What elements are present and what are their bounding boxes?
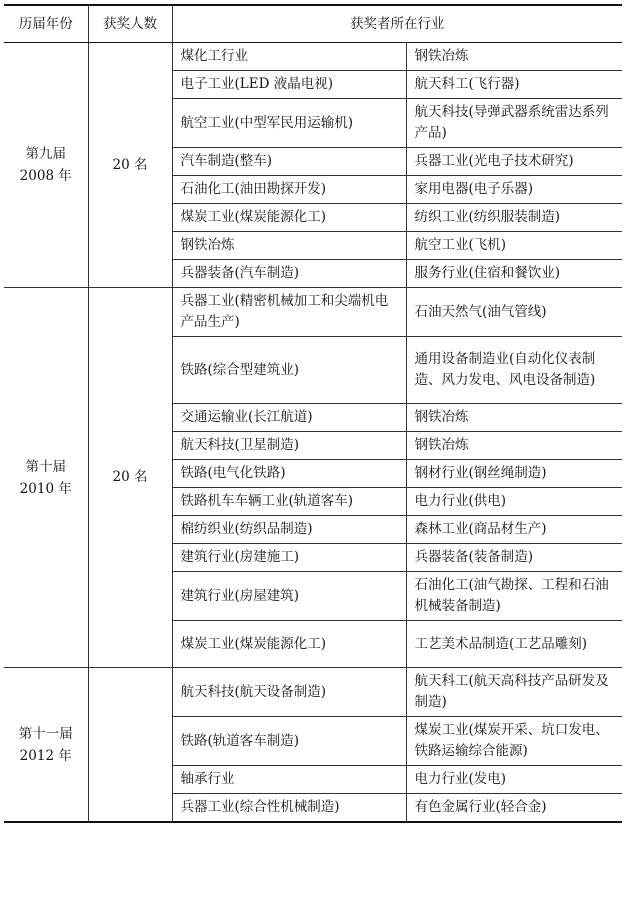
table-body [4, 43, 622, 823]
industry-cell-left: 铁路机车车辆工业(轨道客车) [172, 488, 406, 516]
table-row [4, 668, 622, 717]
industry-cell-right: 森林工业(商品材生产) [406, 516, 622, 544]
industry-cell-left: 轴承行业 [172, 766, 406, 794]
industry-cell-left: 煤炭工业(煤炭能源化工) [172, 204, 406, 232]
session-name: 第九届 [25, 146, 66, 162]
industry-cell-right: 通用设备制造业(自动化仪表制造、风力发电、风电设备制造) [406, 337, 622, 404]
industry-cell-right: 石油化工(油气勘探、工程和石油机械装备制造) [406, 572, 622, 621]
industry-cell-right: 航天科工(航天高科技产品研发及制造) [406, 668, 622, 717]
industry-cell-left: 铁路(轨道客车制造) [172, 717, 406, 766]
industry-cell-right: 兵器装备(装备制造) [406, 544, 622, 572]
industry-cell-right: 航天科工(飞行器) [406, 71, 622, 99]
industry-cell-right: 钢材行业(钢丝绳制造) [406, 460, 622, 488]
industry-cell-left: 航天科技(卫星制造) [172, 432, 406, 460]
industry-cell-left: 铁路(电气化铁路) [172, 460, 406, 488]
industry-cell-right: 电力行业(供电) [406, 488, 622, 516]
header-year: 历届年份 [4, 5, 88, 43]
header-row [4, 5, 622, 43]
industry-cell-left: 航空工业(中型军民用运输机) [172, 99, 406, 148]
industry-cell-right: 航空工业(飞机) [406, 232, 622, 260]
header-count: 获奖人数 [88, 5, 172, 43]
industry-cell-left: 铁路(综合型建筑业) [172, 337, 406, 404]
industry-cell-right: 工艺美术品制造(工艺品雕刻) [406, 621, 622, 668]
session-year: 2012 年 [19, 747, 72, 764]
industry-cell-left: 棉纺织业(纺织品制造) [172, 516, 406, 544]
table-row [4, 43, 622, 71]
industry-cell-left: 兵器工业(综合性机械制造) [172, 794, 406, 823]
industry-cell-right: 航天科技(导弹武器系统雷达系列产品) [406, 99, 622, 148]
industry-cell-left: 煤炭工业(煤炭能源化工) [172, 621, 406, 668]
session-name: 第十届 [25, 458, 66, 475]
industry-cell-left: 石油化工(油田勘探开发) [172, 176, 406, 204]
awardee-count: 20 名 [88, 43, 172, 288]
industry-cell-right: 家用电器(电子乐器) [406, 176, 622, 204]
industry-cell-left: 航天科技(航天设备制造) [172, 668, 406, 717]
industry-cell-right: 纺织工业(纺织服装制造) [406, 204, 622, 232]
session-year: 2008 年 [19, 168, 72, 184]
awardees-table [4, 4, 622, 823]
session-year-cell [4, 43, 88, 288]
industry-cell-right: 兵器工业(光电子技术研究) [406, 148, 622, 176]
industry-cell-right: 服务行业(住宿和餐饮业) [406, 260, 622, 288]
awardee-count: 20 名 [88, 288, 172, 668]
industry-cell-left: 电子工业(LED 液晶电视) [172, 71, 406, 99]
industry-cell-left: 兵器工业(精密机械加工和尖端机电产品生产) [172, 288, 406, 337]
industry-cell-left: 汽车制造(整车) [172, 148, 406, 176]
industry-cell-right: 钢铁冶炼 [406, 404, 622, 432]
industry-cell-right: 钢铁冶炼 [406, 43, 622, 71]
industry-cell-right: 电力行业(发电) [406, 766, 622, 794]
session-year-cell [4, 288, 88, 668]
industry-cell-right: 煤炭工业(煤炭开采、坑口发电、铁路运输综合能源) [406, 717, 622, 766]
industry-cell-right: 有色金属行业(轻合金) [406, 794, 622, 823]
session-year: 2010 年 [19, 480, 72, 497]
industry-cell-left: 建筑行业(房建施工) [172, 544, 406, 572]
session-name: 第十一届 [18, 725, 73, 742]
industry-cell-right: 石油天然气(油气管线) [406, 288, 622, 337]
table-row [4, 288, 622, 337]
header-industry: 获奖者所在行业 [172, 5, 622, 43]
industry-cell-left: 建筑行业(房屋建筑) [172, 572, 406, 621]
industry-cell-left: 煤化工行业 [172, 43, 406, 71]
session-year-cell [4, 668, 88, 823]
industry-cell-left: 兵器装备(汽车制造) [172, 260, 406, 288]
industry-cell-right: 钢铁冶炼 [406, 432, 622, 460]
industry-cell-left: 钢铁冶炼 [172, 232, 406, 260]
awardee-count [88, 668, 172, 823]
industry-cell-left: 交通运输业(长江航道) [172, 404, 406, 432]
